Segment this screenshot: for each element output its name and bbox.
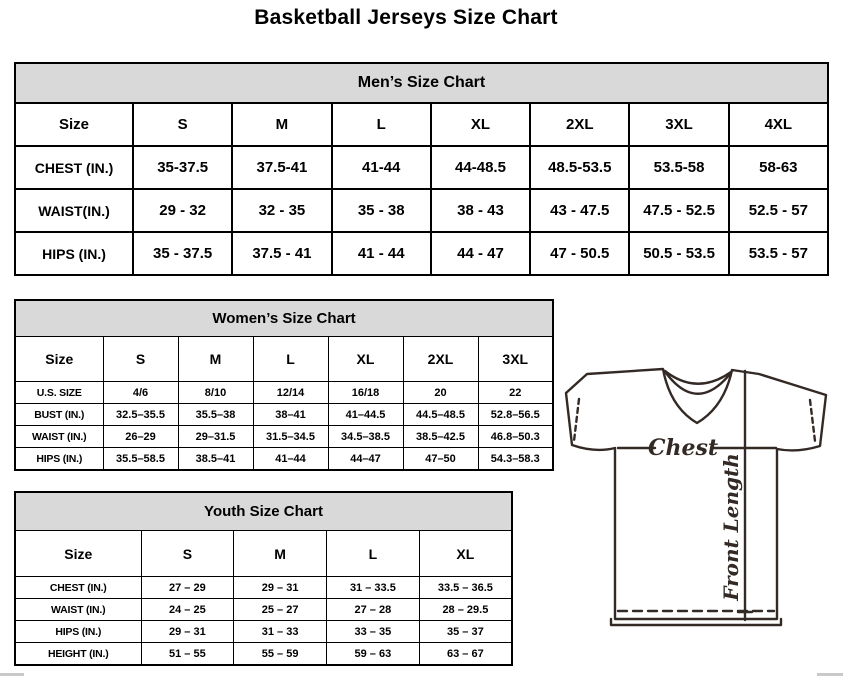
measurement-value: 35.5–38 [178,404,253,426]
jersey-outline [566,369,826,619]
measurement-value: 24 – 25 [141,599,234,621]
sleeve-stitch-left-icon [574,399,579,441]
measurement-value: 41 - 44 [332,232,431,275]
measurement-value: 37.5-41 [232,146,331,189]
mens-banner-row [15,63,828,103]
measurement-value: 26–29 [103,426,178,448]
youth-measurement-row [15,621,512,643]
size-column-header: Size [15,337,103,382]
men-measurement-row [15,232,828,275]
women-measurement-row [15,382,553,404]
size-option-header: 4XL [729,103,828,146]
scrollbar-fragment-left [0,673,24,676]
measurement-value: 44.5–48.5 [403,404,478,426]
measurement-value: 12/14 [253,382,328,404]
youth-size-chart-table [14,491,513,666]
mens-size-chart-table [14,62,829,276]
youth-measurement-row [15,599,512,621]
youth-table [14,491,513,666]
chest-label: Chest [647,435,719,461]
measurement-value: 47.5 - 52.5 [629,189,728,232]
size-option-header: 3XL [478,337,553,382]
measurement-value: 47 - 50.5 [530,232,629,275]
measurement-value: 53.5-58 [629,146,728,189]
measurement-value: 46.8–50.3 [478,426,553,448]
size-option-header: M [232,103,331,146]
measurement-value: 59 – 63 [327,643,420,666]
measurement-value: 33.5 – 36.5 [419,577,512,599]
collar-lines [665,371,731,394]
women-size-header-row [15,337,553,382]
size-column-header: Size [15,103,133,146]
mens-table [14,62,829,276]
measurement-value: 31 – 33 [234,621,327,643]
page-title: Basketball Jerseys Size Chart [254,6,558,29]
size-option-header: S [141,531,234,577]
youth-size-header-row [15,531,512,577]
size-option-header: XL [328,337,403,382]
measurement-value: 28 – 29.5 [419,599,512,621]
youth-measurement-row [15,643,512,666]
measurement-value: 63 – 67 [419,643,512,666]
measurement-value: 20 [403,382,478,404]
youth-banner-row [15,492,512,531]
measurement-value: 38–41 [253,404,328,426]
measurement-value: 53.5 - 57 [729,232,828,275]
scrollbar-fragment-right [817,673,843,676]
womens-chart-title: Women’s Size Chart [15,300,553,337]
measurement-value: 58-63 [729,146,828,189]
men-measurement-row [15,146,828,189]
measurement-value: 29–31.5 [178,426,253,448]
measurement-value: 35-37.5 [133,146,232,189]
measurement-label: HEIGHT (IN.) [15,643,141,666]
measurement-value: 37.5 - 41 [232,232,331,275]
size-option-header: XL [419,531,512,577]
measurement-value: 32.5–35.5 [103,404,178,426]
measurement-label: CHEST (IN.) [15,146,133,189]
measurement-value: 38 - 43 [431,189,530,232]
youth-measurement-row [15,577,512,599]
womens-banner-row [15,300,553,337]
size-option-header: M [234,531,327,577]
measurement-value: 32 - 35 [232,189,331,232]
measurement-value: 44 - 47 [431,232,530,275]
measurement-value: 27 – 28 [327,599,420,621]
front-length-label: Front Length [719,453,743,601]
measurement-value: 33 – 35 [327,621,420,643]
measurement-value: 54.3–58.3 [478,448,553,471]
size-option-header: 2XL [530,103,629,146]
womens-size-chart-table [14,299,554,471]
youth-chart-title: Youth Size Chart [15,492,512,531]
mens-chart-title: Men’s Size Chart [15,63,828,103]
size-option-header: S [103,337,178,382]
measurement-value: 52.5 - 57 [729,189,828,232]
measurement-label: WAIST (IN.) [15,426,103,448]
size-option-header: L [332,103,431,146]
measurement-label: U.S. SIZE [15,382,103,404]
measurement-value: 52.8–56.5 [478,404,553,426]
measurement-value: 29 - 32 [133,189,232,232]
measurement-value: 35.5–58.5 [103,448,178,471]
size-option-header: 3XL [629,103,728,146]
measurement-value: 25 – 27 [234,599,327,621]
women-measurement-row [15,404,553,426]
measurement-label: BUST (IN.) [15,404,103,426]
measurement-value: 41–44 [253,448,328,471]
size-option-header: XL [431,103,530,146]
measurement-value: 16/18 [328,382,403,404]
measurement-value: 44–47 [328,448,403,471]
measurement-value: 31.5–34.5 [253,426,328,448]
measurement-value: 35 - 38 [332,189,431,232]
measurement-label: HIPS (IN.) [15,448,103,471]
measurement-label: CHEST (IN.) [15,577,141,599]
women-measurement-row [15,448,553,471]
measurement-value: 31 – 33.5 [327,577,420,599]
measurement-value: 48.5-53.5 [530,146,629,189]
measurement-value: 4/6 [103,382,178,404]
measurement-value: 51 – 55 [141,643,234,666]
measurement-value: 27 – 29 [141,577,234,599]
sleeve-stitch-right-icon [810,400,815,441]
measurement-value: 29 – 31 [141,621,234,643]
measurement-value: 41-44 [332,146,431,189]
women-measurement-row [15,426,553,448]
measurement-value: 50.5 - 53.5 [629,232,728,275]
size-option-header: S [133,103,232,146]
measurement-label: HIPS (IN.) [15,621,141,643]
measurement-value: 47–50 [403,448,478,471]
jersey-diagram [562,362,834,628]
size-option-header: L [327,531,420,577]
measurement-value: 43 - 47.5 [530,189,629,232]
measurement-value: 29 – 31 [234,577,327,599]
size-option-header: 2XL [403,337,478,382]
size-option-header: M [178,337,253,382]
size-option-header: L [253,337,328,382]
measurement-label: HIPS (IN.) [15,232,133,275]
measurement-value: 35 - 37.5 [133,232,232,275]
measurement-label: WAIST (IN.) [15,599,141,621]
measurement-value: 44-48.5 [431,146,530,189]
womens-table [14,299,554,471]
measurement-value: 55 – 59 [234,643,327,666]
measurement-label: WAIST(IN.) [15,189,133,232]
size-column-header: Size [15,531,141,577]
men-size-header-row [15,103,828,146]
measurement-value: 41–44.5 [328,404,403,426]
measurement-value: 22 [478,382,553,404]
measurement-value: 35 – 37 [419,621,512,643]
measurement-value: 34.5–38.5 [328,426,403,448]
measurement-value: 38.5–42.5 [403,426,478,448]
measurement-value: 38.5–41 [178,448,253,471]
men-measurement-row [15,189,828,232]
measurement-value: 8/10 [178,382,253,404]
